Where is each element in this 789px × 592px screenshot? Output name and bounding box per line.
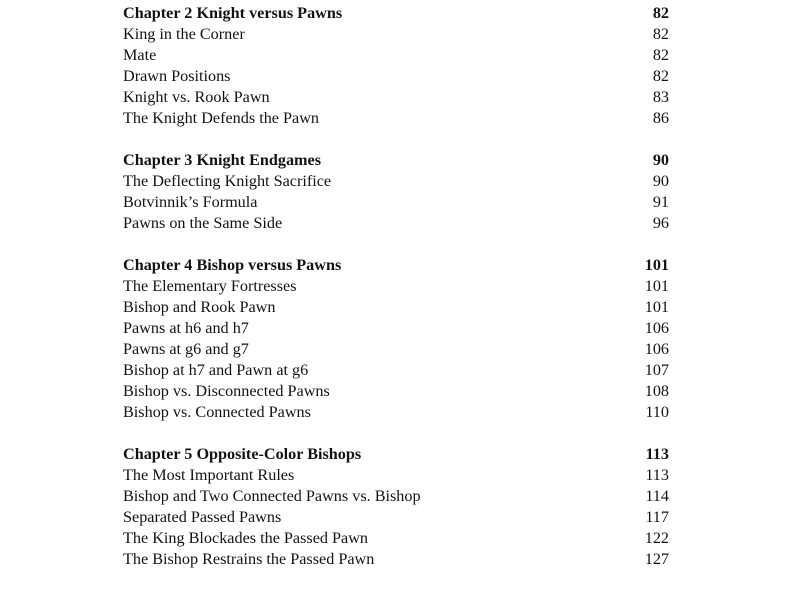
toc-entry-row[interactable] — [123, 87, 669, 108]
toc-chapter-page-number: 82 — [652, 4, 669, 22]
toc-chapter-page-number: 101 — [644, 256, 669, 274]
toc-entry-row[interactable] — [123, 381, 669, 402]
toc-entry-row[interactable] — [123, 171, 669, 192]
toc-entry-row[interactable] — [123, 339, 669, 360]
toc-entry-title: Mate — [123, 46, 157, 64]
toc-entry-page-number: 82 — [652, 46, 669, 64]
table-of-contents — [123, 3, 669, 570]
toc-chapter-title: Chapter 4 Bishop versus Pawns — [123, 256, 342, 274]
toc-entry-page-number: 90 — [652, 172, 669, 190]
toc-entry-row[interactable] — [123, 465, 669, 486]
toc-entry-title: The Deflecting Knight Sacrifice — [123, 172, 332, 190]
toc-section — [123, 150, 669, 234]
toc-entry-title: Pawns on the Same Side — [123, 214, 283, 232]
toc-entry-title: Bishop vs. Disconnected Pawns — [123, 382, 330, 400]
toc-entry-row[interactable] — [123, 192, 669, 213]
toc-entry-title: Separated Passed Pawns — [123, 508, 282, 526]
toc-chapter-title: Chapter 5 Opposite-Color Bishops — [123, 445, 362, 463]
toc-entry-title: The Most Important Rules — [123, 466, 295, 484]
toc-entry-page-number: 127 — [644, 550, 669, 568]
toc-entry-page-number: 82 — [652, 25, 669, 43]
toc-entry-title: Bishop and Rook Pawn — [123, 298, 276, 316]
toc-entry-title: The King Blockades the Passed Pawn — [123, 529, 369, 547]
toc-entry-page-number: 114 — [645, 487, 669, 505]
toc-entry-page-number: 122 — [644, 529, 669, 547]
toc-chapter-page-number: 90 — [652, 151, 669, 169]
toc-entry-page-number: 108 — [644, 382, 669, 400]
toc-chapter-row[interactable] — [123, 3, 669, 24]
toc-chapter-title: Chapter 2 Knight versus Pawns — [123, 4, 343, 22]
toc-entry-title: King in the Corner — [123, 25, 245, 43]
toc-entry-row[interactable] — [123, 276, 669, 297]
toc-entry-page-number: 106 — [644, 340, 669, 358]
toc-entry-title: Bishop and Two Connected Pawns vs. Bishop — [123, 487, 421, 505]
toc-entry-page-number: 110 — [645, 403, 669, 421]
toc-entry-page-number: 107 — [644, 361, 669, 379]
toc-entry-title: The Knight Defends the Pawn — [123, 109, 320, 127]
toc-section — [123, 255, 669, 423]
toc-entry-title: Pawns at h6 and h7 — [123, 319, 249, 337]
toc-entry-row[interactable] — [123, 402, 669, 423]
toc-entry-page-number: 83 — [652, 88, 669, 106]
toc-entry-page-number: 91 — [652, 193, 669, 211]
toc-entry-page-number: 82 — [652, 67, 669, 85]
toc-entry-title: Pawns at g6 and g7 — [123, 340, 249, 358]
toc-entry-row[interactable] — [123, 213, 669, 234]
toc-entry-row[interactable] — [123, 45, 669, 66]
toc-entry-title: Bishop at h7 and Pawn at g6 — [123, 361, 309, 379]
toc-entry-row[interactable] — [123, 528, 669, 549]
toc-chapter-title: Chapter 3 Knight Endgames — [123, 151, 322, 169]
toc-entry-page-number: 101 — [644, 277, 669, 295]
toc-entry-row[interactable] — [123, 297, 669, 318]
toc-chapter-row[interactable] — [123, 255, 669, 276]
toc-entry-page-number: 106 — [644, 319, 669, 337]
toc-section — [123, 3, 669, 129]
toc-entry-row[interactable] — [123, 507, 669, 528]
toc-chapter-row[interactable] — [123, 150, 669, 171]
toc-entry-title: The Bishop Restrains the Passed Pawn — [123, 550, 375, 568]
toc-entry-page-number: 96 — [652, 214, 669, 232]
toc-entry-page-number: 101 — [644, 298, 669, 316]
toc-entry-row[interactable] — [123, 549, 669, 570]
toc-entry-row[interactable] — [123, 486, 669, 507]
toc-entry-row[interactable] — [123, 360, 669, 381]
toc-section — [123, 444, 669, 570]
toc-entry-title: Botvinnik’s Formula — [123, 193, 258, 211]
toc-entry-page-number: 117 — [645, 508, 669, 526]
toc-entry-title: Knight vs. Rook Pawn — [123, 88, 270, 106]
toc-entry-page-number: 86 — [652, 109, 669, 127]
toc-entry-row[interactable] — [123, 66, 669, 87]
toc-entry-row[interactable] — [123, 108, 669, 129]
toc-entry-row[interactable] — [123, 318, 669, 339]
toc-chapter-page-number: 113 — [645, 445, 669, 463]
toc-chapter-row[interactable] — [123, 444, 669, 465]
toc-entry-title: The Elementary Fortresses — [123, 277, 297, 295]
toc-entry-title: Bishop vs. Connected Pawns — [123, 403, 311, 421]
toc-entry-row[interactable] — [123, 24, 669, 45]
toc-entry-page-number: 113 — [645, 466, 669, 484]
toc-entry-title: Drawn Positions — [123, 67, 231, 85]
